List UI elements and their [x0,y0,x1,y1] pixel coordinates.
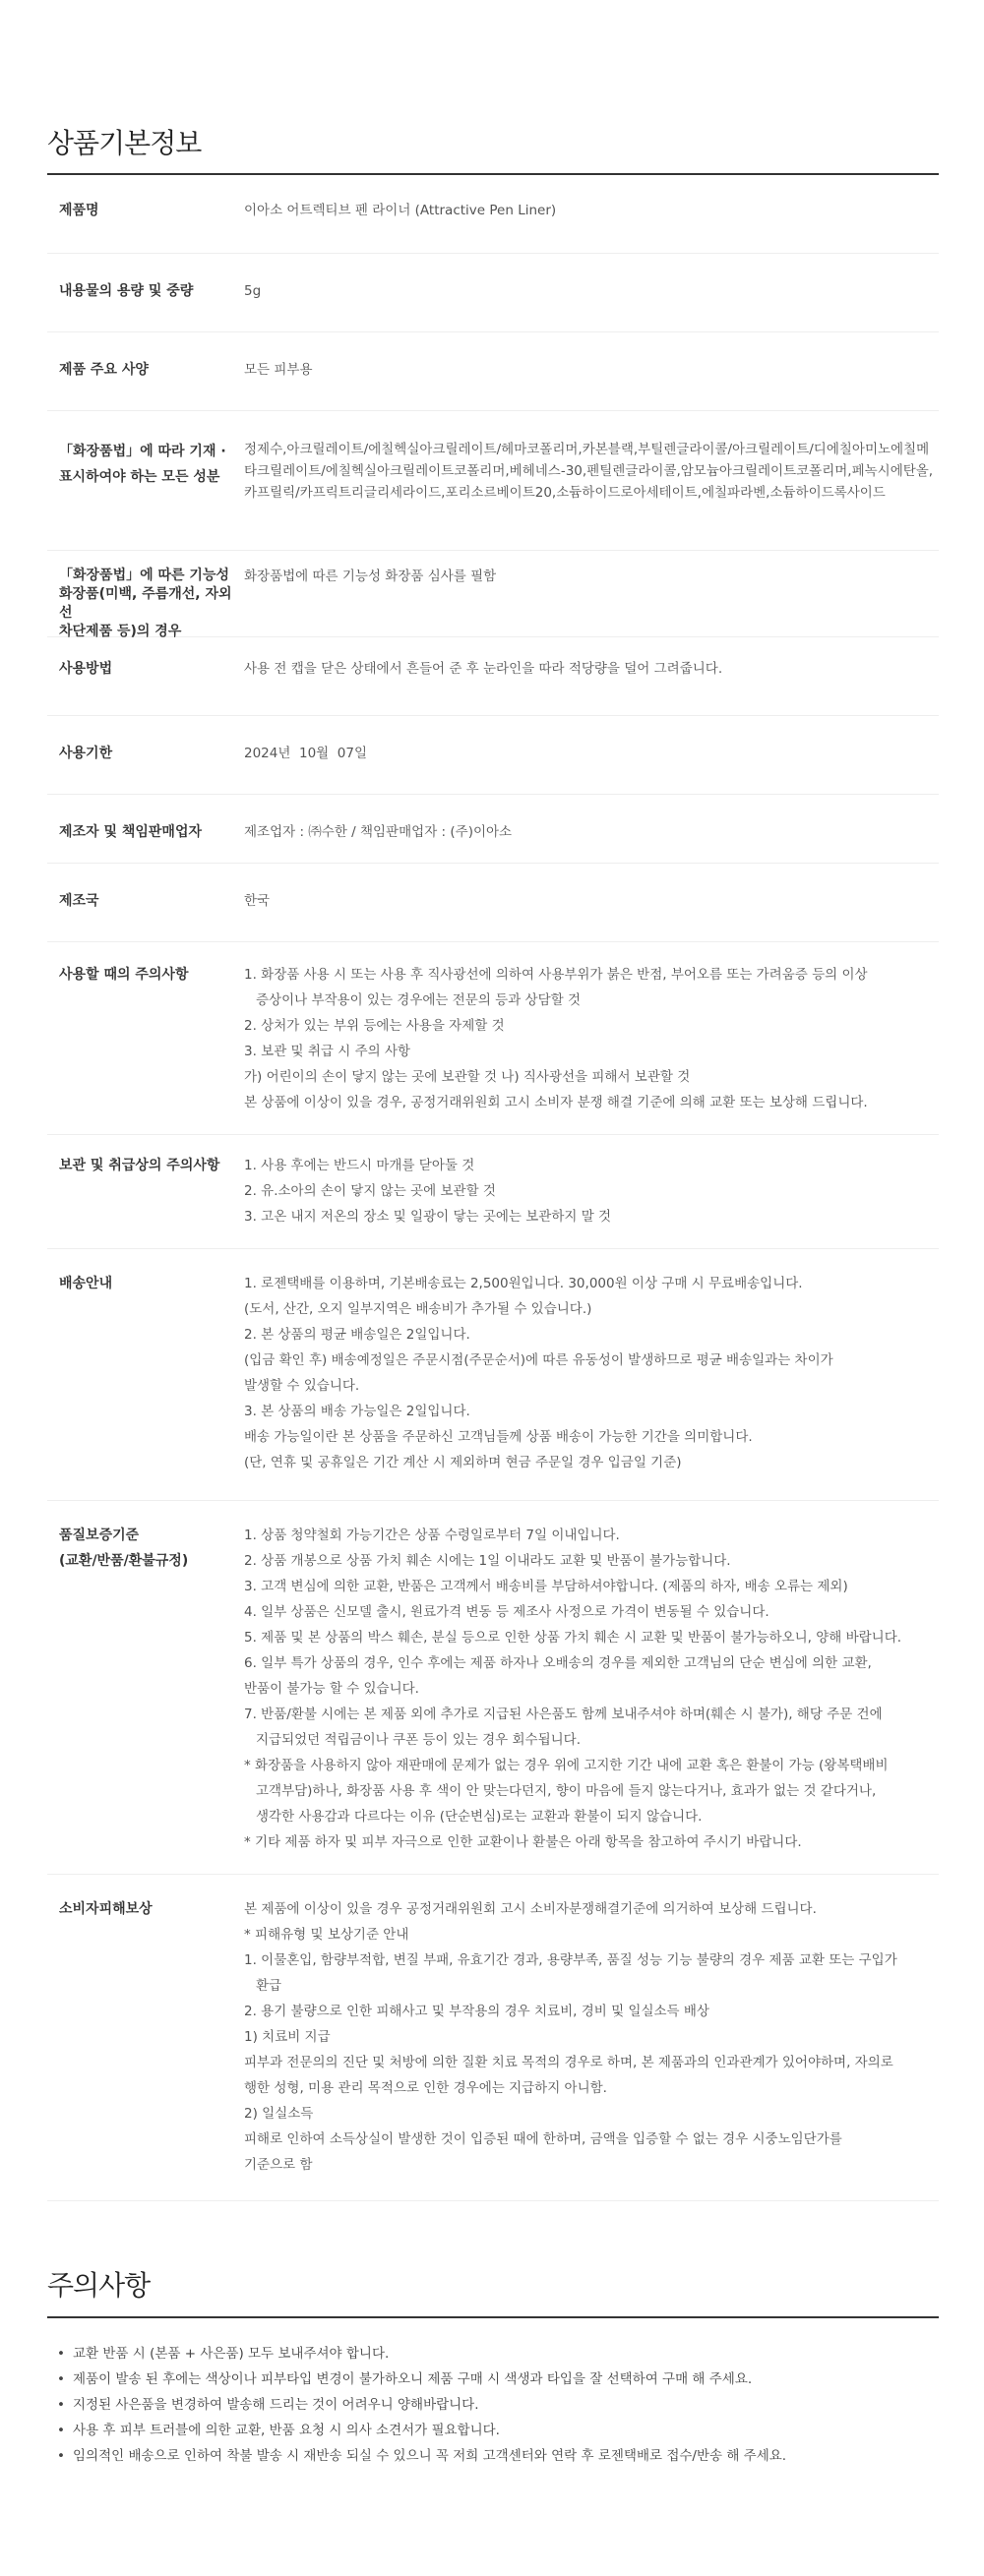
row-label [47,891,244,941]
row-value-line: 5. 제품 및 본 상품의 박스 훼손, 분실 등으로 인한 상품 가치 훼손 시 교환 및 반품이 불가능하오니, 양해 바랍니다. [244,1630,902,1646]
info-row-volume [47,254,939,332]
row-label-line: 제조자 및 책임판매업자 [59,824,202,840]
info-row-consumer-compensation [47,1875,939,2201]
product-info-title: 상품기본정보 [47,127,202,159]
row-value-line: 증상이나 부작용이 있는 경우에는 전문의 등과 상담할 것 [256,992,581,1008]
row-value-line: 제조업자 : ㈜수한 / 책임판매업자 : (주)이아소 [244,824,513,840]
row-label-line: 화장품(미백, 주름개선, 자외선 [59,586,232,621]
row-value [244,659,939,715]
row-value-line: 3. 고객 변심에 의한 교환, 반품은 고객께서 배송비를 부담하셔야합니다. (제품의 하자, 배송 오류는 제외) [244,1579,848,1594]
row-label [47,1896,244,2200]
info-row-usage [47,637,939,716]
row-value-line: 발생할 수 있습니다. [244,1378,360,1394]
info-row-country [47,864,939,942]
row-value-line: 1. 상품 청약철회 가능기간은 상품 수령일로부터 7일 이내입니다. [244,1528,620,1543]
notice-item: • 지정된 사은품을 변경하여 발송해 드리는 것이 어려우니 양해바랍니다. [57,2392,923,2418]
product-info-table [47,175,939,2201]
row-value-line: 3. 고온 내지 저온의 장소 및 일광이 닿는 곳에는 보관하지 말 것 [244,1209,612,1225]
row-label [47,659,244,715]
row-value-line: 모든 피부용 [244,362,313,378]
row-value-line: 한국 [244,893,271,909]
row-value-line: 고객부담)하나, 화장품 사용 후 색이 안 맞는다던지, 향이 마음에 들지 않는다거나, 효과가 없는 것 같다거나, [256,1783,877,1799]
notice-divider [47,2316,939,2318]
row-label-line: (교환/반품/환불규정) [59,1553,189,1569]
row-value-line: 화장품법에 따른 기능성 화장품 심사를 필함 [244,569,497,584]
row-value [244,962,939,1134]
row-label-line: 「화장품법」에 따라 기재 · [59,444,226,459]
row-value-line: 2. 상품 개봉으로 상품 가치 훼손 시에는 1일 이내라도 교환 및 반품이 불가능합니다. [244,1553,731,1569]
notice-item: • 제품이 발송 된 후에는 색상이나 피부타입 변경이 불가하오니 제품 구매 시 색생과 타입을 잘 선택하여 구매 해 주세요. [57,2366,923,2392]
row-value [244,822,939,863]
row-value-line: 2. 본 상품의 평균 배송일은 2일입니다. [244,1327,470,1343]
row-label [47,1153,244,1248]
row-label-line: 표시하여야 하는 모든 성분 [59,469,220,485]
info-row-functional [47,551,939,637]
row-label-line: 내용물의 용량 및 중량 [59,283,194,299]
info-row-expiry [47,716,939,795]
row-value-line: * 기타 제품 하자 및 피부 자극으로 인한 교환이나 환불은 아래 항목을 참고하여 주시기 바랍니다. [244,1834,802,1850]
row-value-line: 3. 본 상품의 배송 가능일은 2일입니다. [244,1404,470,1419]
row-label [47,744,244,794]
row-value-line: 2. 유.소아의 손이 닿지 않는 곳에 보관할 것 [244,1183,496,1199]
row-label [47,962,244,1134]
row-value-line: 기준으로 함 [244,2157,313,2173]
info-row-ingredients [47,411,939,551]
row-value [244,1153,939,1248]
row-value-line: (도서, 산간, 오지 일부지역은 배송비가 추가될 수 있습니다.) [244,1301,592,1317]
row-value-line: 2) 일실소득 [244,2106,314,2122]
row-value [244,201,939,253]
notice-item: • 사용 후 피부 트러블에 의한 교환, 반품 요청 시 의사 소견서가 필요합니다. [57,2418,923,2443]
row-value-line: 1. 화장품 사용 시 또는 사용 후 직사광선에 의하여 사용부위가 붉은 반점, 부어오름 또는 가려움증 등의 이상 [244,967,868,983]
row-value [244,744,939,794]
info-row-manufacturer [47,795,939,864]
row-label [47,281,244,331]
notice-list [57,2341,923,2469]
row-value [244,567,939,636]
row-value-line: (입금 확인 후) 배송예정일은 주문시점(주문순서)에 따른 유동성이 발생하므로 평균 배송일과는 차이가 [244,1352,833,1368]
row-value-line: 4. 일부 상품은 신모델 출시, 원료가격 변동 등 제조사 사정으로 가격이 변동될 수 있습니다. [244,1604,769,1620]
row-label-line: 품질보증기준 [59,1528,140,1543]
row-value [244,1896,939,2200]
row-value-line: 반품이 불가능 할 수 있습니다. [244,1681,419,1697]
row-value [244,1271,939,1500]
row-label-line: 제조국 [59,893,99,909]
row-value-line: 2024년 10월 07일 [244,746,368,761]
row-value-line: 본 상품에 이상이 있을 경우, 공정거래위원회 고시 소비자 분쟁 해결 기준에 의해 교환 또는 보상해 드립니다. [244,1095,868,1110]
row-value-line: 2. 용기 불량으로 인한 피해사고 및 부작용의 경우 치료비, 경비 및 일실소득 배상 [244,2004,709,2019]
row-value-line: (단, 연휴 및 공휴일은 기간 계산 시 제외하며 현금 주문일 경우 입금일 기준) [244,1455,682,1470]
row-value [244,1523,939,1874]
row-value [244,360,939,410]
row-value-line: * 화장품을 사용하지 않아 재판매에 문제가 없는 경우 위에 고지한 기간 내에 교환 혹은 환불이 가능 (왕복택배비 [244,1758,889,1773]
row-label-line: 소비자피해보상 [59,1901,153,1917]
row-label-line: 차단제품 등)의 경우 [59,624,182,639]
info-row-spec [47,332,939,411]
ingredients-text: 정제수,아크릴레이트/에칠헥실아크릴레이트/헤마코폴리머,카본블랙,부틸렌글라이콜/아크릴레이트/디에칠아미노에칠메타크릴레이트/에칠헥실아크릴레이트코폴리머,베헤네스-30,펜틸렌글라이콜,암모늄아크릴레이트코폴리머,페녹시에탄올,카프릴릭/카프릭트리글리세라이드,포리소르베이트20,소듐하이드로아세테이트,에칠파라벤,소듐하이드록사이드 [244,442,934,501]
row-value-line: 생각한 사용감과 다르다는 이유 (단순변심)로는 교환과 환불이 되지 않습니다. [256,1809,703,1825]
row-value-line: 1. 사용 후에는 반드시 마개를 닫아둘 것 [244,1158,475,1173]
row-value-line: 피해로 인하여 소득상실이 발생한 것이 입증된 때에 한하며, 금액을 입증할 수 없는 경우 시중노임단가를 [244,2131,842,2147]
row-value-line: * 피해유형 및 보상기준 안내 [244,1927,409,1943]
notice-title: 주의사항 [47,2269,151,2302]
row-label [47,360,244,410]
row-value-line: 1) 치료비 지급 [244,2029,331,2045]
info-row-storage-caution [47,1135,939,1249]
row-label-line: 배송안내 [59,1276,113,1291]
row-value-line: 이아소 어트렉티브 펜 라이너 (Attractive Pen Liner) [244,203,557,218]
row-label-line: 제품명 [59,203,99,218]
row-value-line: 지급되었던 적립금이나 쿠폰 등이 있는 경우 회수됩니다. [256,1732,581,1748]
row-value-line: 환급 [256,1978,282,1994]
row-value-line: 사용 전 캡을 닫은 상태에서 흔들어 준 후 눈라인을 따라 적당량을 덜어 그려줍니다. [244,661,723,677]
row-label [47,822,244,863]
row-value [244,439,939,550]
row-value-line: 6. 일부 특가 상품의 경우, 인수 후에는 제품 하자나 오배송의 경우를 제외한 고객님의 단순 변심에 의한 교환, [244,1655,872,1671]
row-value-line: 1. 이물혼입, 함량부적합, 변질 부패, 유효기간 경과, 용량부족, 품질 성능 기능 불량의 경우 제품 교환 또는 구입가 [244,1952,897,1968]
row-label-line: 사용할 때의 주의사항 [59,967,189,983]
row-value-line: 1. 로젠택배를 이용하며, 기본배송료는 2,500원입니다. 30,000원 이상 구매 시 무료배송입니다. [244,1276,803,1291]
row-value-line: 3. 보관 및 취급 시 주의 사항 [244,1044,411,1059]
row-value [244,891,939,941]
row-value-line: 5g [244,283,262,299]
row-label-line: 보관 및 취급상의 주의사항 [59,1158,220,1173]
row-label-line: 「화장품법」에 따른 기능성 [59,568,229,583]
row-value-line: 가) 어린이의 손이 닿지 않는 곳에 보관할 것 나) 직사광선을 피해서 보관할 것 [244,1069,691,1085]
notice-item: • 교환 반품 시 (본품 + 사은품) 모두 보내주셔야 합니다. [57,2341,923,2366]
row-label [47,1271,244,1500]
notice-item: • 임의적인 배송으로 인하여 착불 발송 시 재반송 되실 수 있으니 꼭 저희 고객센터와 연락 후 로젠택배로 접수/반송 해 주세요. [57,2443,923,2469]
info-row-quality-warranty [47,1501,939,1875]
row-value-line: 7. 반품/환불 시에는 본 제품 외에 추가로 지급된 사은품도 함께 보내주셔야 하며(훼손 시 불가), 해당 주문 건에 [244,1707,883,1722]
row-label [47,201,244,253]
info-row-shipping [47,1249,939,1501]
row-label-line: 사용기한 [59,746,113,761]
row-value [244,281,939,331]
row-value-line: 행한 성형, 미용 관리 목적으로 인한 경우에는 지급하지 아니함. [244,2080,607,2096]
row-label-line: 사용방법 [59,661,113,677]
info-row-product-name [47,175,939,254]
row-value-line: 배송 가능일이란 본 상품을 주문하신 고객님들께 상품 배송이 가능한 기간을 의미합니다. [244,1429,753,1445]
row-label [47,1523,244,1874]
row-label [47,567,244,639]
row-value-line: 피부과 전문의의 진단 및 처방에 의한 질환 치료 목적의 경우로 하며, 본 제품과의 인과관계가 있어야하며, 자의로 [244,2055,893,2070]
row-value-line: 2. 상처가 있는 부위 등에는 사용을 자제할 것 [244,1018,505,1034]
row-label-line: 제품 주요 사양 [59,362,149,378]
row-value-line: 본 제품에 이상이 있을 경우 공정거래위원회 고시 소비자분쟁해결기준에 의거하여 보상해 드립니다. [244,1901,817,1917]
row-label [47,439,244,550]
info-row-usage-caution [47,942,939,1135]
